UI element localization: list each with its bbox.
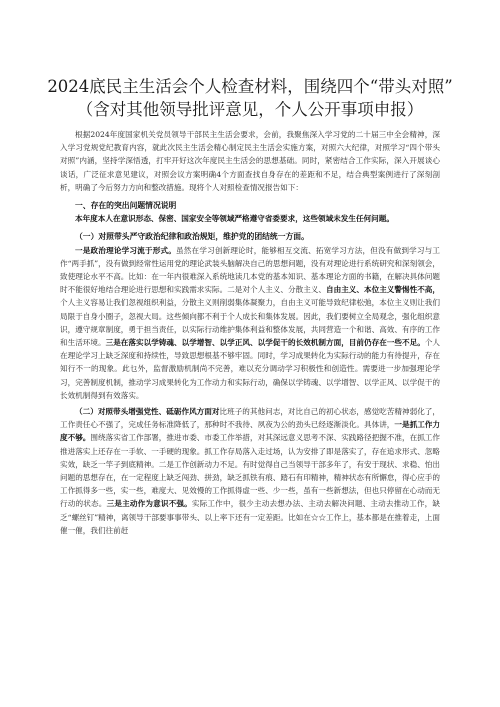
point1-bold: 一是政治理论学习流于形式。 bbox=[75, 245, 177, 255]
subsection1-heading: （一）对照带头严守政治纪律和政治规矩，维护党的团结统一方面。 bbox=[75, 232, 309, 242]
document-body bbox=[60, 128, 440, 537]
section1-lead: 本年度本人在意识形态、保密、国家安全等领域严格遵守省委要求，这些领域未发生任何问题。 bbox=[75, 214, 394, 224]
point3-bold: 三是在落实以学铸魂、以学增智、以学正风、以学促干的长效机制方面，目前仍存在一些不足。 bbox=[105, 338, 425, 348]
section1-heading: 一、存在的突出问题情况说明 bbox=[75, 201, 177, 211]
sub2-point1-text: 围绕落实省工作部署，推进市委、市委工作举措，对其深远意义思考不深、实践路径把握不准，在抓工作推进落实上还存在一手软、一手硬的现象。抓工作存局落入走过场，认为安排了即是落实了，存在追求形式、忽略实效，缺乏一竿子到底精神。二是工作创新动力不足。有时觉得自己当领导干部多年了，有安于现状、求稳、怕出问题的思想存在，在一定程度上缺乏闯劲、拼劲，缺乏抓铁有痕、踏石有印精神，精神状态有所懈怠，得心应手的工作抓得多一些，实一些，难度大、见效慢的工作抓得虚一些、少一些，虽有一些新想法，但也只停留在心动而无行动的状态。 bbox=[60, 433, 441, 509]
sub2-point3-bold: 三是主动作为意识不强。 bbox=[106, 499, 192, 509]
intro-paragraph: 根据2024年度国家机关党员领导干部民主生活会要求，会前，我聚焦深入学习党的二十届三中全会精神，深入学习党规党纪教育内容，就此次民主生活会精心制定民主生活会实施方案，对照六大纪律，对照学习“四个带头对照”内涵，坚持学深悟透，打牢开好这次年度民主生活会的思想基础。同时，紧密结合工作实际，深入开展谈心谈话，广泛征求意见建议，对照会议方案明确4个方面查找自身存在的差距和不足，结合典型案例进行了深刻剖析，明确了今后努力方向和整改措施。现将个人对照检查情况报告如下： bbox=[60, 130, 440, 192]
subsection1-paragraph bbox=[60, 244, 440, 402]
subsection2-paragraph bbox=[60, 405, 440, 537]
point2-text: 个人主义容易让我们忽视组织利益，分散主义则削弱集体凝聚力，自由主义可能导致纪律松弛，本位主义则让我们局限于自身小圈子，忽视大局。这些倾向都不利于个人成长和集体发展。因此，我们要树立全局观念，强化组织意识，遵守规章制度，勇于担当责任，以实际行动维护集体利益和整体发展，共同营造一个和谐、高效、有序的工作和生活环境。 bbox=[60, 298, 440, 348]
point3-text: 个人在理论学习上缺乏深度和持续性，导致思想根基不够牢固。同时，学习成果转化为实际行动的能力有待提升，存在知行不一的现象。此乜外，监督激励机制尚不完善，难以充分调动学习积极性和创造性。需要进一步加强理论学习，完善制度机制，推动学习成果转化为工作动力和实际行动，确保以学铸魂、以学增智、以学正风、以学促干的长效机制得到有效落实。 bbox=[60, 338, 441, 400]
subsection2-text: 比班子的其他问志，对比自己的初心状态，感觉吃苦精神弱化了，工作责任心不强了，完成任务标准降低了，那种时不我待、夙夜为公的劲头已经逐渐淡化。具体讲， bbox=[60, 407, 440, 430]
point1-text: 虽然在学习创新理论时，能够相互交流、拓宽学习方法，但没有做到学习与工作“两手抓”，没有做到经常性运用党的理论武装头脑解决自己的思想问题，没有对理论进行系统研究和深刻领会，致使理论水平不高。比如：在一年内很难深入系统地读几本党的基本知识、基本理论方面的书籍，在解决具体问题时不能很好地结合理论进行思想和实践需求实际。二是对个人主义、分散主义、 bbox=[60, 245, 441, 295]
point2-bold: 自由主义、本位主义警惕性不高， bbox=[326, 285, 440, 295]
subsection2-heading: （二）对照带头增强党性、砥砺作风方面对 bbox=[75, 407, 220, 417]
document-title-line2: （含对其他领导批评意见，个人公开事项申报） bbox=[76, 100, 424, 119]
sub2-point1-bold: 一是抓工作力度不够。 bbox=[60, 420, 441, 443]
document-title-line1: 2024底民主生活会个人检查材料，围绕四个“带头对照” bbox=[47, 77, 453, 96]
sub2-point3-text: 实际工作中，很少主动去想办法、主动去解决问题、主动去推动工作，缺乏“螺丝钉”精神，离领导干部要事事带头、以上率下还有一定差距。比如在☆☆工作上，基本都是在推着走，上面催一催，我们往前赶 bbox=[60, 499, 441, 535]
